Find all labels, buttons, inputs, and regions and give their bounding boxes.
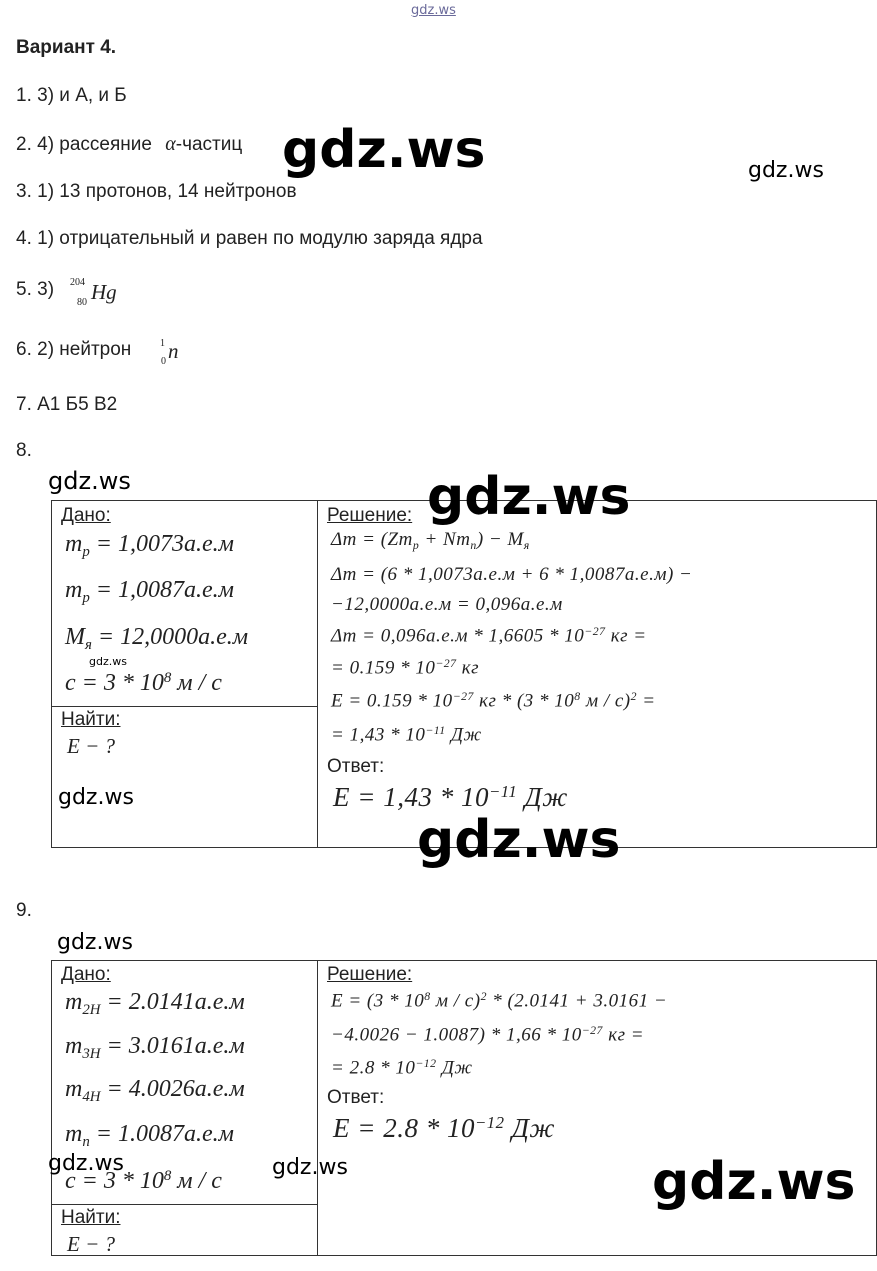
s6sup3: 2 xyxy=(630,690,637,703)
task8-solution-label: Решение: xyxy=(327,505,413,526)
task8-given-3-symbol: M xyxy=(65,624,85,650)
watermark-task8-center: gdz.ws xyxy=(427,467,631,527)
neutron-mass-number: 1 xyxy=(160,338,165,349)
task9-given-5 xyxy=(65,1168,222,1195)
watermark-task9-left: gdz.ws xyxy=(57,930,133,955)
task9-solution-label: Решение: xyxy=(327,964,413,985)
watermark-task8-left-mid: gdz.ws xyxy=(58,785,134,810)
s6a: E = 0.159 * 10 xyxy=(331,690,453,712)
task8-find-label: Найти: xyxy=(61,709,121,730)
task8-given-2-symbol: m xyxy=(65,577,83,603)
t9g3sub: 4H xyxy=(82,1089,101,1106)
task8-given-2 xyxy=(65,577,234,607)
s4sup: −27 xyxy=(584,625,606,638)
task8-solution-7 xyxy=(331,724,482,746)
watermark-top[interactable]: gdz.ws xyxy=(411,3,456,18)
task8-given-3-sub: я xyxy=(85,637,92,654)
task9-given-1 xyxy=(65,989,245,1019)
task8-solution-5 xyxy=(331,657,479,679)
ans9b: Дж xyxy=(504,1113,556,1144)
s4b: кг = xyxy=(605,625,647,647)
task8-solution-3: −12,0000а.е.м = 0,096а.е.м xyxy=(331,594,563,615)
ans8a: E = 1,43 * 10 xyxy=(333,782,489,813)
task8-given-1-symbol: m xyxy=(65,531,83,557)
answer-5-text: 5. 3) xyxy=(16,279,55,300)
s1a: Δm = (Zm xyxy=(331,529,413,550)
task9-find-label: Найти: xyxy=(61,1207,121,1228)
task8-solution-4 xyxy=(331,625,647,647)
task9-solution-2 xyxy=(331,1024,644,1046)
atomic-number: 80 xyxy=(77,297,87,308)
answer-8-number: 8. xyxy=(16,440,32,461)
t9g4b: = 1.0087а.е.м xyxy=(89,1121,234,1147)
s1sub2: n xyxy=(470,539,477,553)
s6sup2: 8 xyxy=(574,690,581,703)
t9s2b: кг = xyxy=(602,1024,645,1046)
t9g2sub: 3H xyxy=(82,1046,101,1063)
task8-given-3-value: = 12,0000а.е.м xyxy=(97,624,249,650)
task8-answer xyxy=(333,782,568,813)
task9-given-3 xyxy=(65,1076,245,1106)
task9-given-label: Дано: xyxy=(61,964,111,985)
s1c: ) − M xyxy=(476,529,524,550)
t9s1a: E = (3 * 10 xyxy=(331,990,425,1012)
task9-answer xyxy=(333,1113,555,1144)
answer-1: 1. 3) и А, и Б xyxy=(16,85,127,106)
s4a: Δm = 0,096а.е.м * 1,6605 * 10 xyxy=(331,625,585,647)
t9g4a: m xyxy=(65,1121,83,1147)
t9s2a: −4.0026 − 1.0087) * 1,66 * 10 xyxy=(331,1024,582,1046)
alpha-symbol: α xyxy=(165,133,176,155)
t9s3sup: −12 xyxy=(415,1057,437,1070)
t9g3b: = 4.0026а.е.м xyxy=(100,1076,245,1102)
element-symbol: Hg xyxy=(91,280,117,304)
t9s1sup2: 2 xyxy=(480,990,487,1003)
task9-find: E − ? xyxy=(67,1232,115,1256)
task8-given-2-sub: p xyxy=(82,590,90,607)
s7b: Дж xyxy=(445,724,482,746)
task9-column-divider xyxy=(317,960,318,1256)
answer-4: 4. 1) отрицательный и равен по модулю заряда ядра xyxy=(16,228,483,249)
s5b: кг xyxy=(456,657,480,679)
watermark-task9-right: gdz.ws xyxy=(652,1152,856,1212)
task9-given-4 xyxy=(65,1121,234,1151)
watermark-task8-tiny: gdz.ws xyxy=(89,655,127,668)
task8-find: E − ? xyxy=(67,734,115,758)
answer-7: 7. А1 Б5 В2 xyxy=(16,394,118,415)
mass-number: 204 xyxy=(70,277,85,288)
ans8sup: −11 xyxy=(488,782,518,801)
task8-given-divider xyxy=(51,706,317,707)
watermark-task8-left: gdz.ws xyxy=(48,467,131,495)
watermark-right: gdz.ws xyxy=(748,158,824,183)
answer-2 xyxy=(16,133,242,156)
task9-solution-3 xyxy=(331,1057,473,1079)
task8-solution-2: Δm = (6 * 1,0073а.е.м + 6 * 1,0087а.е.м) − xyxy=(331,564,693,585)
task8-given-4 xyxy=(65,670,222,697)
task8-given-label: Дано: xyxy=(61,505,111,526)
task9-answer-label: Ответ: xyxy=(327,1087,385,1108)
neutron-charge-number: 0 xyxy=(161,356,166,367)
watermark-task8-bottom: gdz.ws xyxy=(417,810,621,870)
watermark-task9-left-low: gdz.ws xyxy=(48,1151,124,1176)
task8-given-4-exp: 8 xyxy=(163,670,172,686)
task8-given-4-unit: м / с xyxy=(171,670,222,697)
task9-given-2 xyxy=(65,1033,245,1063)
answer-2-text: 2. 4) рассеяние xyxy=(16,134,152,155)
answer-5 xyxy=(16,279,54,301)
s1b: + Nm xyxy=(419,529,471,550)
s1sub3: я xyxy=(523,539,530,553)
answer-6 xyxy=(16,339,131,361)
page-title: Вариант 4. xyxy=(16,37,117,58)
watermark-large: gdz.ws xyxy=(282,120,486,180)
task8-solution-6 xyxy=(331,690,656,712)
s6d: = xyxy=(637,690,656,712)
t9s1b: м / с) xyxy=(430,990,481,1012)
t9g1b: = 2.0141а.е.м xyxy=(100,989,245,1015)
s6b: кг * (3 * 10 xyxy=(473,690,575,712)
task8-column-divider xyxy=(317,500,318,848)
watermark-task9-mid: gdz.ws xyxy=(272,1155,348,1180)
t9g5sup: 8 xyxy=(163,1168,172,1184)
t9g1sub: 2H xyxy=(82,1002,101,1019)
t9g5b: м / с xyxy=(171,1168,222,1195)
answer-9-number: 9. xyxy=(16,900,32,921)
task8-given-1-value: = 1,0073а.е.м xyxy=(95,531,234,557)
t9s2sup: −27 xyxy=(581,1024,603,1037)
ans9a: E = 2.8 * 10 xyxy=(333,1113,475,1144)
s5a: = 0.159 * 10 xyxy=(331,657,436,679)
t9s1sup: 8 xyxy=(424,990,431,1003)
ans8b: Дж xyxy=(517,782,568,813)
task8-solution-1 xyxy=(331,529,530,553)
task9-solution-1 xyxy=(331,990,667,1012)
task8-given-4-text: c = 3 * 10 xyxy=(65,670,164,697)
task8-given-1-sub: p xyxy=(82,544,90,561)
s7sup: −11 xyxy=(425,724,446,737)
t9g4sub: n xyxy=(82,1134,90,1151)
s6c: м / с) xyxy=(580,690,631,712)
answer-2-suffix: -частиц xyxy=(175,134,243,155)
neutron-symbol: n xyxy=(168,339,179,363)
task8-given-3 xyxy=(65,624,248,654)
task8-given-1 xyxy=(65,531,234,561)
t9g1a: m xyxy=(65,989,83,1015)
answer-6-text: 6. 2) нейтрон xyxy=(16,339,132,360)
t9s3b: Дж xyxy=(436,1057,473,1079)
t9g3a: m xyxy=(65,1076,83,1102)
t9g5a: c = 3 * 10 xyxy=(65,1168,164,1195)
ans9sup: −12 xyxy=(474,1113,505,1132)
s1sub1: p xyxy=(412,539,420,553)
t9s1c: * (2.0141 + 3.0161 − xyxy=(486,990,668,1012)
task8-answer-label: Ответ: xyxy=(327,756,385,777)
t9g2b: = 3.0161а.е.м xyxy=(100,1033,245,1059)
task8-given-2-value: = 1,0087а.е.м xyxy=(95,577,234,603)
s6sup: −27 xyxy=(452,690,474,703)
s5sup: −27 xyxy=(435,657,457,670)
t9g2a: m xyxy=(65,1033,83,1059)
s7a: = 1,43 * 10 xyxy=(331,724,426,746)
answer-3: 3. 1) 13 протонов, 14 нейтронов xyxy=(16,181,297,202)
task9-given-divider xyxy=(51,1204,317,1205)
t9s3a: = 2.8 * 10 xyxy=(331,1057,416,1079)
